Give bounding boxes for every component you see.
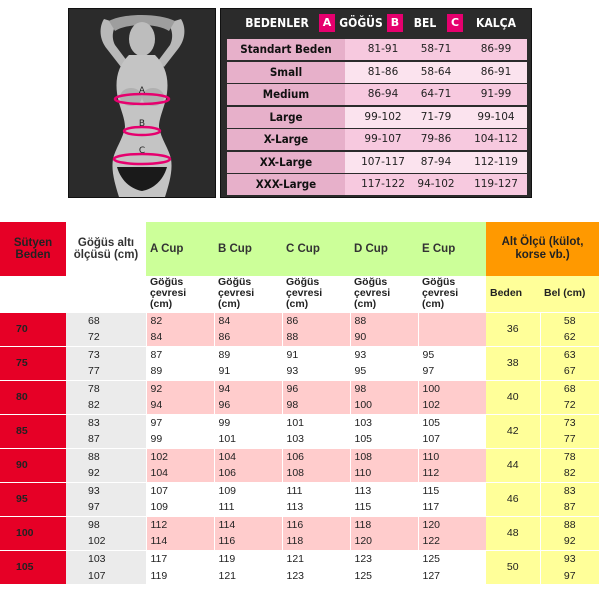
band-size: 100 <box>0 516 66 550</box>
cup-value: 88 <box>282 329 350 346</box>
cup-value: 125 <box>350 567 418 584</box>
body-figure <box>68 8 216 198</box>
table-row <box>0 550 599 567</box>
underbust-value: 72 <box>66 329 146 346</box>
cup-value: 92 <box>146 380 214 397</box>
cup-value: 101 <box>282 414 350 431</box>
cup-value: 84 <box>146 329 214 346</box>
lower-size: 50 <box>486 550 540 584</box>
size-waist: 79-86 <box>420 133 452 145</box>
cup-value: 103 <box>350 414 418 431</box>
cup-value: 102 <box>418 397 486 414</box>
cup-value: 96 <box>214 397 282 414</box>
cup-value: 108 <box>282 465 350 482</box>
size-bust: 99-107 <box>364 133 402 145</box>
cup-value: 103 <box>282 431 350 448</box>
subheader-bust-circ: Göğüs çevresi (cm) <box>218 276 255 311</box>
lower-waist: 62 <box>540 329 599 346</box>
cup-value: 113 <box>350 482 418 499</box>
size-row <box>227 84 527 105</box>
label-c: C <box>138 146 146 156</box>
header-sizes: BEDENLER <box>245 16 309 30</box>
header-underbust: Göğüs altı ölçüsü (cm) <box>66 222 146 276</box>
size-name: Medium <box>227 84 345 105</box>
cup-value: 127 <box>418 567 486 584</box>
subheader-waist: Bel (cm) <box>540 276 599 312</box>
cup-value: 120 <box>418 516 486 533</box>
cup-value: 116 <box>282 516 350 533</box>
cup-value <box>418 312 486 329</box>
table-row <box>0 516 599 533</box>
subheader-bust-circ: Göğüs çevresi (cm) <box>422 276 459 311</box>
cup-value: 97 <box>418 363 486 380</box>
header-cup: C Cup <box>282 222 350 276</box>
underbust-value: 93 <box>66 482 146 499</box>
lower-waist: 67 <box>540 363 599 380</box>
underbust-value: 82 <box>66 397 146 414</box>
cup-value: 114 <box>214 516 282 533</box>
lower-waist: 97 <box>540 567 599 584</box>
lower-waist: 73 <box>540 414 599 431</box>
subheader-row <box>0 276 599 312</box>
lower-waist: 82 <box>540 465 599 482</box>
cup-value: 86 <box>282 312 350 329</box>
cup-value: 123 <box>350 550 418 567</box>
cup-value: 87 <box>146 346 214 363</box>
cup-value: 110 <box>418 448 486 465</box>
lower-size: 48 <box>486 516 540 550</box>
underbust-value: 88 <box>66 448 146 465</box>
underbust-value: 77 <box>66 363 146 380</box>
cup-value: 115 <box>418 482 486 499</box>
bra-size-table <box>0 222 599 584</box>
cup-value: 115 <box>350 499 418 516</box>
lower-size: 46 <box>486 482 540 516</box>
subheader-size: Beden <box>486 276 540 312</box>
cup-value: 111 <box>282 482 350 499</box>
cup-value: 91 <box>282 346 350 363</box>
cup-value: 104 <box>146 465 214 482</box>
lower-size: 38 <box>486 346 540 380</box>
underbust-value: 98 <box>66 516 146 533</box>
cup-value: 94 <box>146 397 214 414</box>
underbust-value: 78 <box>66 380 146 397</box>
size-waist: 87-94 <box>420 155 452 168</box>
size-bust: 86-94 <box>367 88 399 100</box>
lower-waist: 92 <box>540 533 599 550</box>
badge-a: A <box>319 14 335 32</box>
cup-value: 98 <box>350 380 418 397</box>
size-waist: 94-102 <box>417 178 455 190</box>
table-row <box>0 414 599 431</box>
size-hip: 86-99 <box>480 43 512 55</box>
band-size: 80 <box>0 380 66 414</box>
subheader-bust-circ: Göğüs çevresi (cm) <box>150 276 187 311</box>
subheader-bust-circ: Göğüs çevresi (cm) <box>354 276 391 311</box>
header-cup: E Cup <box>418 222 486 276</box>
size-name: Small <box>227 62 345 83</box>
lower-waist: 88 <box>540 516 599 533</box>
lower-size: 36 <box>486 312 540 346</box>
cup-value: 91 <box>214 363 282 380</box>
cup-value: 116 <box>214 533 282 550</box>
cup-value: 86 <box>214 329 282 346</box>
size-hip: 86-91 <box>480 65 512 78</box>
band-size: 85 <box>0 414 66 448</box>
cup-value: 106 <box>214 465 282 482</box>
size-hip: 119-127 <box>474 178 518 190</box>
silhouette-illustration <box>69 9 215 197</box>
size-name: Standart Beden <box>227 39 345 60</box>
header-lower: Alt Ölçü (külot, korse vb.) <box>486 222 599 276</box>
size-name: X-Large <box>227 129 345 150</box>
lower-waist: 77 <box>540 431 599 448</box>
underbust-value: 73 <box>66 346 146 363</box>
lower-waist: 87 <box>540 499 599 516</box>
cup-value: 93 <box>282 363 350 380</box>
cup-value: 93 <box>350 346 418 363</box>
cup-value: 90 <box>350 329 418 346</box>
table-row <box>0 312 599 329</box>
band-size: 90 <box>0 448 66 482</box>
underbust-value: 68 <box>66 312 146 329</box>
cup-value: 95 <box>418 346 486 363</box>
band-size: 95 <box>0 482 66 516</box>
lower-waist: 68 <box>540 380 599 397</box>
size-hip: 99-104 <box>477 110 515 123</box>
cup-value: 111 <box>214 499 282 516</box>
header-band: Sütyen Beden <box>0 222 66 276</box>
size-name: XX-Large <box>227 152 345 173</box>
cup-value: 117 <box>418 499 486 516</box>
size-name: XXX-Large <box>227 174 345 195</box>
cup-value: 109 <box>146 499 214 516</box>
lower-waist: 72 <box>540 397 599 414</box>
cup-value: 112 <box>146 516 214 533</box>
lower-size: 40 <box>486 380 540 414</box>
size-waist: 64-71 <box>420 88 452 100</box>
cup-value: 121 <box>282 550 350 567</box>
cup-value: 118 <box>350 516 418 533</box>
cup-value: 94 <box>214 380 282 397</box>
cup-value: 121 <box>214 567 282 584</box>
cup-value: 89 <box>146 363 214 380</box>
cup-value: 96 <box>282 380 350 397</box>
cup-value <box>418 329 486 346</box>
table-row <box>0 346 599 363</box>
header-hip: KALÇA <box>476 16 516 30</box>
lower-size: 44 <box>486 448 540 482</box>
cup-value: 99 <box>146 431 214 448</box>
lower-waist: 58 <box>540 312 599 329</box>
underbust-value: 83 <box>66 414 146 431</box>
band-size: 105 <box>0 550 66 584</box>
size-waist: 71-79 <box>420 110 452 123</box>
size-row <box>227 174 527 195</box>
cup-value: 106 <box>282 448 350 465</box>
lower-waist: 63 <box>540 346 599 363</box>
cup-value: 82 <box>146 312 214 329</box>
cup-value: 107 <box>146 482 214 499</box>
underbust-value: 87 <box>66 431 146 448</box>
subheader-empty <box>66 276 146 312</box>
cup-value: 119 <box>146 567 214 584</box>
header-cup: A Cup <box>146 222 214 276</box>
size-row <box>227 129 527 150</box>
size-waist: 58-64 <box>420 65 452 78</box>
cup-value: 109 <box>214 482 282 499</box>
cup-value: 99 <box>214 414 282 431</box>
subheader-empty <box>0 276 66 312</box>
lower-waist: 93 <box>540 550 599 567</box>
header-bust: GÖĞÜS <box>339 16 383 30</box>
size-bust: 81-91 <box>367 43 399 55</box>
label-a: A <box>138 86 146 96</box>
size-row <box>227 152 527 173</box>
cup-value: 108 <box>350 448 418 465</box>
badge-b: B <box>387 14 403 32</box>
header-row <box>0 222 599 276</box>
underbust-value: 97 <box>66 499 146 516</box>
cup-value: 98 <box>282 397 350 414</box>
label-b: B <box>138 119 146 129</box>
size-bust: 99-102 <box>364 110 402 123</box>
cup-value: 113 <box>282 499 350 516</box>
cup-value: 88 <box>350 312 418 329</box>
cup-value: 112 <box>418 465 486 482</box>
cup-value: 100 <box>418 380 486 397</box>
cup-value: 125 <box>418 550 486 567</box>
cup-value: 84 <box>214 312 282 329</box>
underbust-value: 102 <box>66 533 146 550</box>
cup-value: 118 <box>282 533 350 550</box>
size-chart-header <box>221 9 531 37</box>
cup-value: 117 <box>146 550 214 567</box>
table-row <box>0 482 599 499</box>
header-cup: D Cup <box>350 222 418 276</box>
lower-waist: 83 <box>540 482 599 499</box>
size-row <box>227 107 527 128</box>
cup-value: 110 <box>350 465 418 482</box>
size-bust: 107-117 <box>361 155 405 168</box>
lower-waist: 78 <box>540 448 599 465</box>
cup-value: 97 <box>146 414 214 431</box>
size-hip: 104-112 <box>474 133 518 145</box>
cup-value: 122 <box>418 533 486 550</box>
band-size: 75 <box>0 346 66 380</box>
header-cup: B Cup <box>214 222 282 276</box>
band-size: 70 <box>0 312 66 346</box>
underbust-value: 92 <box>66 465 146 482</box>
size-hip: 91-99 <box>480 88 512 100</box>
cup-value: 105 <box>418 414 486 431</box>
size-row <box>227 62 527 83</box>
size-row <box>227 39 527 60</box>
cup-value: 107 <box>418 431 486 448</box>
underbust-value: 103 <box>66 550 146 567</box>
cup-value: 89 <box>214 346 282 363</box>
table-row <box>0 448 599 465</box>
size-bust: 81-86 <box>367 65 399 78</box>
subheader-bust-circ: Göğüs çevresi (cm) <box>286 276 323 311</box>
cup-value: 123 <box>282 567 350 584</box>
size-hip: 112-119 <box>474 155 518 168</box>
cup-value: 119 <box>214 550 282 567</box>
cup-value: 100 <box>350 397 418 414</box>
table-row <box>0 380 599 397</box>
size-chart <box>220 8 532 198</box>
cup-value: 102 <box>146 448 214 465</box>
lower-size: 42 <box>486 414 540 448</box>
cup-value: 101 <box>214 431 282 448</box>
size-name: Large <box>227 107 345 128</box>
cup-value: 105 <box>350 431 418 448</box>
cup-value: 95 <box>350 363 418 380</box>
underbust-value: 107 <box>66 567 146 584</box>
cup-value: 114 <box>146 533 214 550</box>
size-waist: 58-71 <box>420 43 452 55</box>
header-waist: BEL <box>413 16 437 30</box>
cup-value: 104 <box>214 448 282 465</box>
badge-c: C <box>447 14 463 32</box>
size-bust: 117-122 <box>361 178 405 190</box>
cup-value: 120 <box>350 533 418 550</box>
